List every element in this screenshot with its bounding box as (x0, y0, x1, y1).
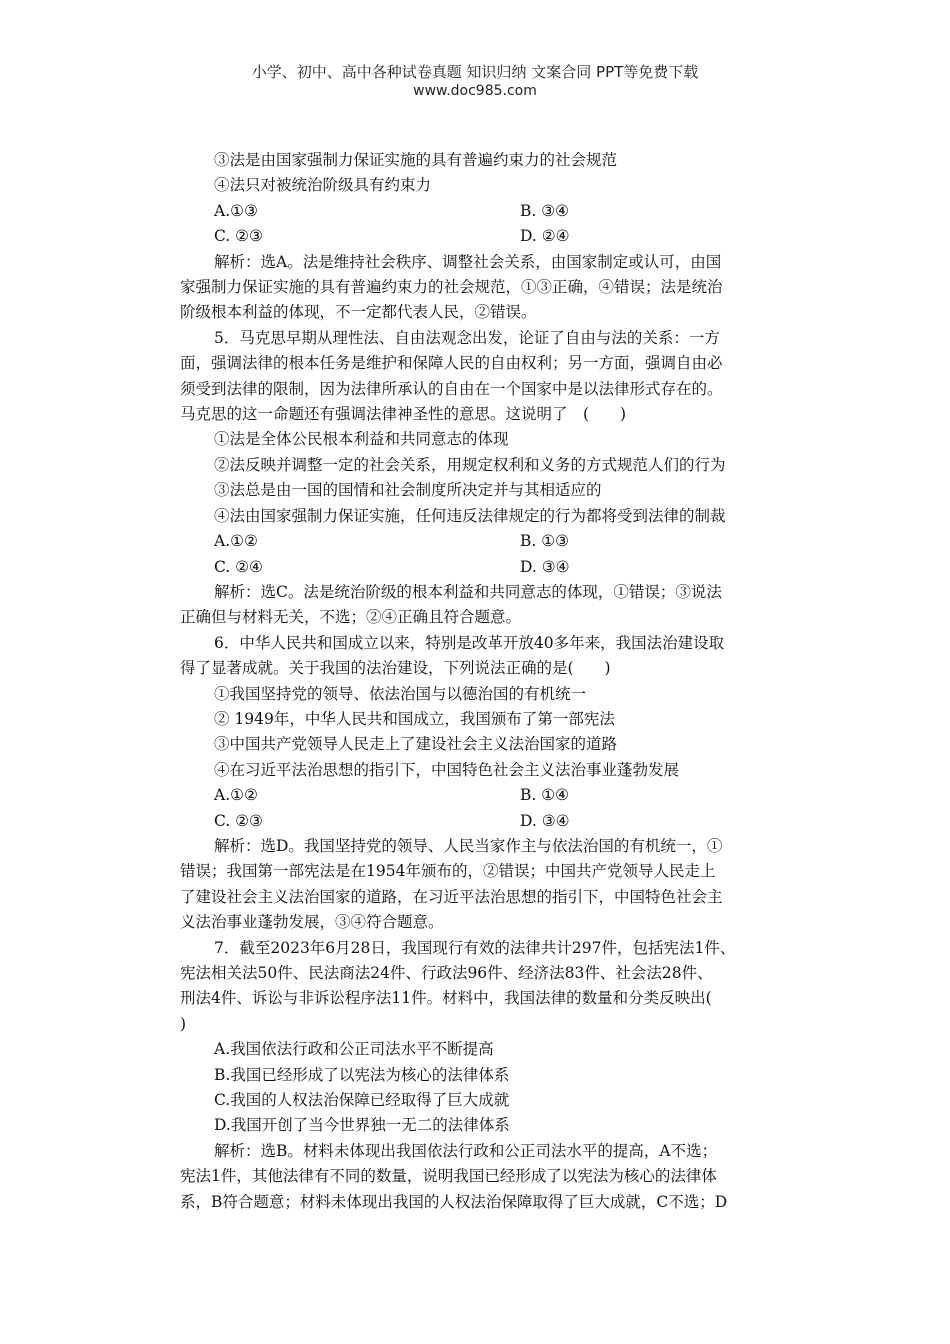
header-website: www.doc985.com (413, 83, 537, 99)
statement-item: ③法是由国家强制力保证实施的具有普遍约束力的社会规范 (214, 151, 618, 169)
question-stem-line: 7．截至2023年6月28日，我国现行有效的法律共计297件，包括宪法1件、 (214, 938, 736, 957)
choice-c: C. ②③ (214, 227, 263, 246)
analysis-line: 错误；我国第一部宪法是在1954年颁布的，②错误；中国共产党领导人民走上 (180, 862, 716, 881)
statement-item: ④法由国家强制力保证实施，任何违反法律规定的行为都将受到法律的制裁 (214, 506, 726, 525)
choice-c: C. ②④ (214, 557, 263, 576)
statement-item: ③法总是由一国的国情和社会制度所决定并与其相适应的 (214, 481, 602, 500)
analysis-line: 正确但与材料无关，不选；②④正确且符合题意。 (180, 608, 522, 627)
question-6 (180, 631, 780, 936)
choice-row (214, 199, 780, 224)
choice-b: B. ①④ (520, 786, 570, 805)
analysis-line: 解析：选C。法是统治阶级的根本利益和共同意志的体现，①错误；③说法 (214, 582, 722, 601)
choice-row (214, 555, 780, 580)
statement-item: ①我国坚持党的领导、依法治国与以德治国的有机统一 (214, 684, 587, 703)
analysis-line: 系，B符合题意；材料未体现出我国的人权法治保障取得了巨大成就，C不选；D (180, 1192, 728, 1211)
choice-option: B.我国已经形成了以宪法为核心的法律体系 (214, 1065, 510, 1084)
statement-item: ④在习近平法治思想的指引下，中国特色社会主义法治事业蓬勃发展 (214, 760, 680, 779)
analysis-line: 家强制力保证实施的具有普遍约束力的社会规范，①③正确，④错误；法是统治 (180, 278, 723, 297)
choice-c: C. ②③ (214, 811, 263, 830)
statement-item: ③中国共产党领导人民走上了建设社会主义法治国家的道路 (214, 735, 618, 754)
header-banner-text: 小学、初中、高中各种试卷真题 知识归纳 文案合同 PPT等免费下载 (251, 63, 699, 81)
choice-row (214, 783, 780, 808)
question-stem-line: ) (180, 1014, 187, 1033)
choice-b: B. ③④ (520, 201, 570, 220)
analysis-line: 宪法1件，其他法律有不同的数量，说明我国已经形成了以宪法为核心的法律体 (180, 1167, 717, 1186)
question-stem-line: 刑法4件、诉讼与非诉讼程序法11件。材料中，我国法律的数量和分类反映出( (180, 989, 712, 1008)
analysis-line: 解析：选A。法是维持社会秩序、调整社会关系，由国家制定或认可，由国 (214, 252, 722, 271)
choice-d: D. ③④ (520, 811, 570, 830)
statement-item: ②法反映并调整一定的社会关系，用规定权利和义务的方式规范人们的行为 (214, 455, 726, 474)
choice-row (214, 529, 780, 554)
question-stem-line: 须受到法律的限制，因为法律所承认的自由在一个国家中是以法律形式存在的。 (180, 379, 723, 398)
question-stem-line: 5．马克思早期从理性法、自由法观念出发，论证了自由与法的关系：一方 (214, 328, 720, 347)
question-stem-line: 6．中华人民共和国成立以来，特别是改革开放40多年来，我国法治建设取 (214, 633, 725, 652)
analysis-line: 解析：选B。材料未体现出我国依法行政和公正司法水平的提高，A不选； (214, 1141, 718, 1160)
question-stem-line: 宪法相关法50件、民法商法24件、行政法96件、经济法83件、社会法28件、 (180, 964, 713, 982)
analysis-line: 解析：选D。我国坚持党的领导、人民当家作主与依法治国的有机统一，① (214, 836, 723, 855)
statement-item: ④法只对被统治阶级具有约束力 (214, 176, 432, 195)
question-7 (180, 936, 780, 1215)
question-stem-line: 马克思的这一命题还有强调法律神圣性的意思。这说明了 ( ) (180, 405, 627, 424)
choice-option: D.我国开创了当今世界独一无二的法律体系 (214, 1116, 510, 1135)
choice-a: A.①③ (214, 201, 258, 220)
page-header (0, 62, 950, 100)
question-stem-line: 得了显著成就。关于我国的法治建设，下列说法正确的是( ) (180, 659, 611, 678)
choice-d: D. ③④ (520, 557, 570, 576)
choice-a: A.①② (214, 532, 258, 551)
analysis-line: 了建设社会主义法治国家的道路，在习近平法治思想的指引下，中国特色社会主 (180, 887, 723, 906)
choice-option: A.我国依法行政和公正司法水平不断提高 (214, 1040, 494, 1059)
analysis-line: 阶级根本利益的体现，不一定都代表人民，②错误。 (180, 303, 537, 322)
statement-item: ② 1949年，中华人民共和国成立，我国颁布了第一部宪法 (214, 709, 615, 728)
choice-a: A.①② (214, 786, 258, 805)
choice-b: B. ①③ (520, 532, 570, 551)
question-4 (180, 148, 780, 326)
choice-option: C.我国的人权法治保障已经取得了巨大成就 (214, 1091, 510, 1110)
choice-d: D. ②④ (520, 227, 570, 246)
statement-item: ①法是全体公民根本利益和共同意志的体现 (214, 430, 509, 449)
question-5 (180, 326, 780, 631)
document-body (180, 148, 780, 1215)
choice-row (214, 809, 780, 834)
question-stem-line: 面，强调法律的根本任务是维护和保障人民的自由权利；另一方面，强调自由必 (180, 354, 723, 373)
analysis-line: 义法治事业蓬勃发展，③④符合题意。 (180, 913, 444, 932)
choice-row (214, 224, 780, 249)
